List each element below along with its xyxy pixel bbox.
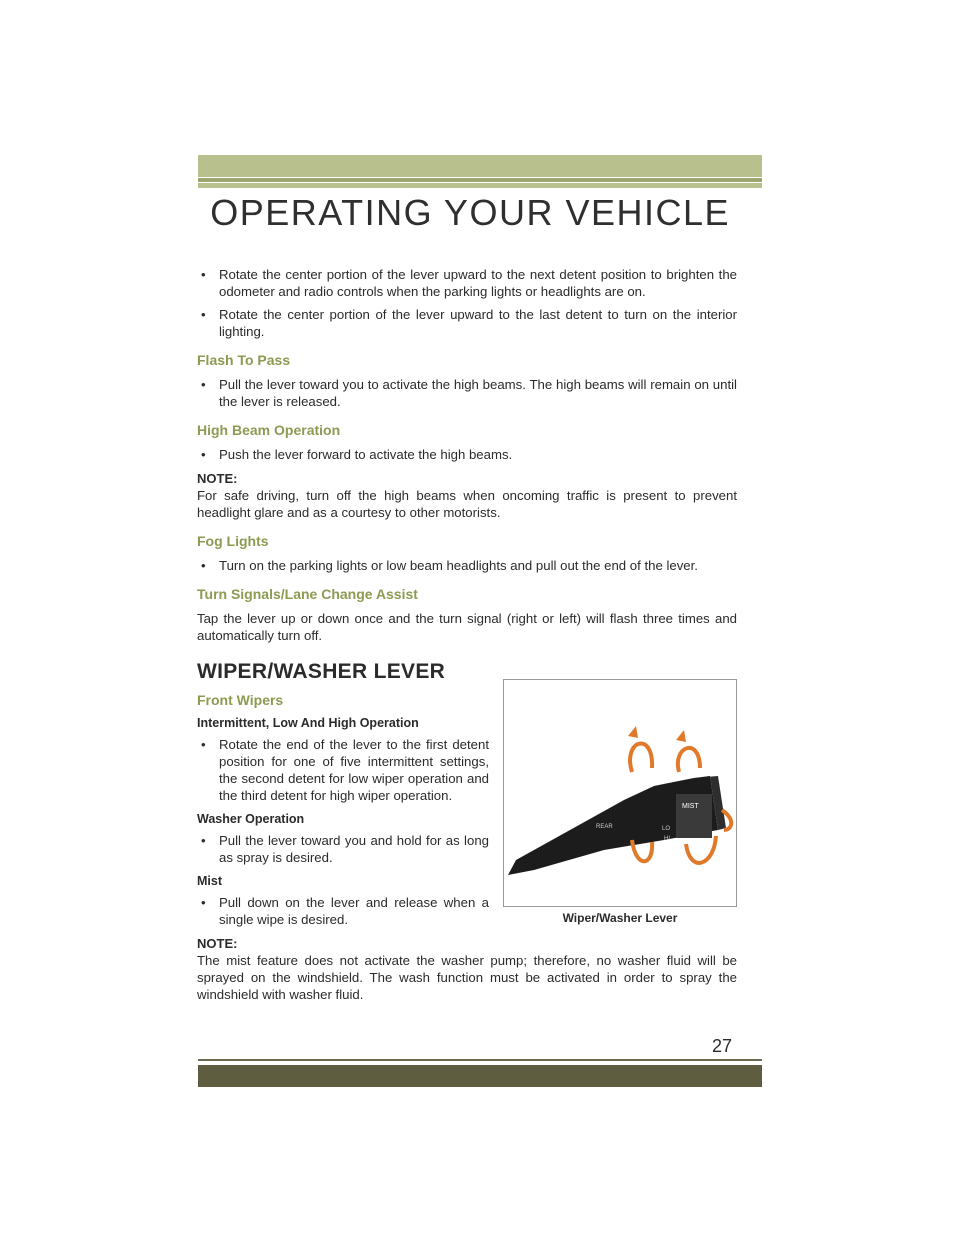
header-band [198, 155, 762, 177]
bullet-interior-lighting: • Rotate the center portion of the lever upward to the last detent to turn on the interior lighting. [197, 306, 737, 340]
note-high-beam: For safe driving, turn off the high beams when oncoming traffic is present to prevent headlight glare and as a courtesy to other motorists. [197, 488, 737, 520]
lever-label-lo: LO [662, 826, 671, 832]
header-band-lower [198, 183, 762, 188]
note-label: NOTE: [197, 471, 238, 486]
heading-fog-lights: Fog Lights [197, 533, 269, 549]
bullet-brighten: • Rotate the center portion of the lever upward to the next detent position to brighten the odometer and radio controls when the parking lights or headlights are on. [197, 266, 737, 300]
figure-caption: Wiper/Washer Lever [562, 911, 678, 925]
note-label-wiper: NOTE: [197, 936, 238, 951]
bullet-high-beam: • Push the lever forward to activate the high beams. [197, 446, 737, 463]
footer-band [198, 1065, 762, 1087]
footer-line [198, 1059, 762, 1061]
heading-intermittent: Intermittent, Low And High Operation [197, 716, 419, 730]
section-title: OPERATING YOUR VEHICLE [210, 192, 730, 233]
heading-flash-to-pass: Flash To Pass [197, 352, 291, 368]
lever-label-mist: MIST [682, 803, 699, 810]
heading-wiper-washer: WIPER/WASHER LEVER [197, 660, 446, 683]
rotate-arrow-icon [678, 748, 700, 772]
page-number: 27 [712, 1036, 733, 1056]
wiper-lever-figure [503, 679, 737, 907]
heading-washer-operation: Washer Operation [197, 812, 305, 826]
arrow-head-icon [676, 730, 686, 742]
para-turn-signals: Tap the lever up or down once and the turn signal (right or left) will flash three times and automatically turn off. [197, 611, 737, 643]
header-band-stripe [198, 178, 762, 182]
wiper-left-column [197, 692, 489, 928]
bullet-washer: • Pull the lever toward you and hold for as long as spray is desired. [197, 832, 489, 866]
lever-label-hi: HI [664, 836, 670, 842]
heading-mist: Mist [197, 874, 222, 888]
wiper-lever-illustration [504, 680, 736, 906]
bullet-flash-to-pass: • Pull the lever toward you to activate the high beams. The high beams will remain on until the lever is released. [197, 376, 737, 410]
rotate-arrow-icon [686, 836, 716, 863]
bullet-mist: • Pull down on the lever and release when a single wipe is desired. [197, 894, 489, 928]
lever-label-rear: REAR [596, 824, 613, 830]
rotate-arrow-icon [630, 743, 652, 772]
bullet-fog-lights: • Turn on the parking lights or low beam headlights and pull out the end of the lever. [197, 557, 737, 574]
note-wiper: The mist feature does not activate the washer pump; therefore, no washer fluid will be sprayed on the windshield. The wash function must be activated in order to spray the windshield with washer fluid. [197, 953, 737, 1002]
heading-front-wipers: Front Wipers [197, 692, 284, 708]
heading-high-beam: High Beam Operation [197, 422, 341, 438]
arrow-head-icon [628, 726, 638, 738]
bullet-intermittent: • Rotate the end of the lever to the first detent position for one of five intermittent settings, the second detent for low wiper operation and the third detent for high wiper operation. [197, 736, 489, 804]
heading-turn-signals: Turn Signals/Lane Change Assist [197, 586, 418, 602]
